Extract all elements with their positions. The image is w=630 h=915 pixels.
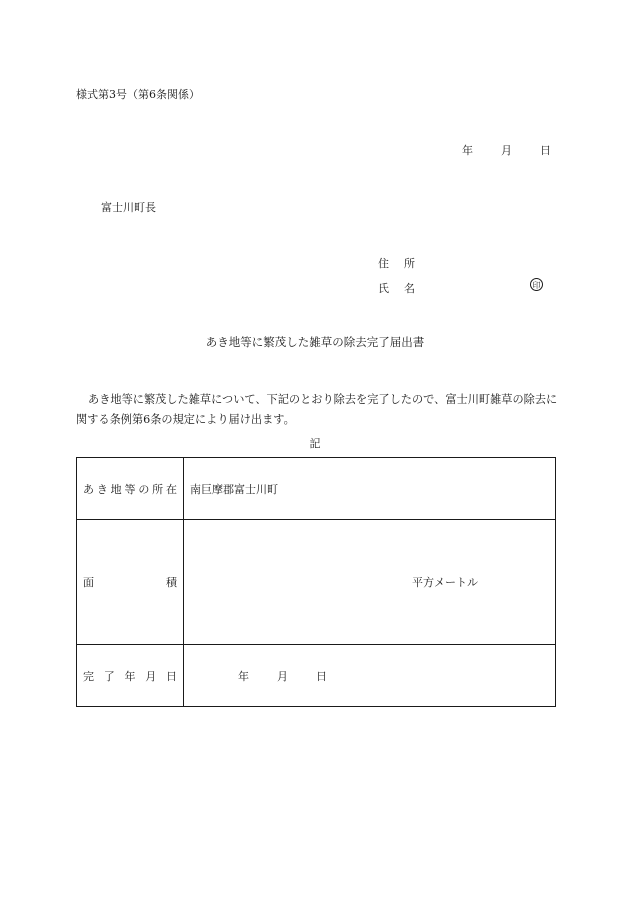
- done-day: 日: [316, 669, 327, 683]
- label-char: 月: [145, 669, 157, 683]
- label-char: 所: [152, 482, 164, 496]
- date-year: 年: [462, 144, 473, 157]
- date-month: 月: [501, 144, 512, 157]
- label-char: 年: [124, 669, 136, 683]
- submission-date: [462, 142, 551, 158]
- recipient: 富士川町長: [101, 201, 156, 214]
- address-label: 住 所: [378, 257, 417, 270]
- done-year: 年: [238, 669, 249, 683]
- table-row: [77, 458, 556, 520]
- area-unit: 平方メートル: [412, 576, 478, 589]
- label-char: 積: [166, 576, 177, 589]
- table-row: [77, 645, 556, 707]
- label-char: 完: [83, 669, 94, 683]
- area-label: [77, 520, 184, 645]
- done-month: 月: [277, 669, 288, 683]
- ki-heading: 記: [309, 437, 321, 450]
- date-day: 日: [540, 144, 551, 157]
- label-char: あ: [83, 482, 94, 496]
- completion-date-value[interactable]: [184, 645, 556, 707]
- completion-date-label: [77, 645, 184, 707]
- label-char: き: [96, 482, 108, 496]
- table-row: [77, 520, 556, 645]
- label-char: 了: [103, 669, 115, 683]
- form-number: 様式第3号（第6条関係）: [76, 88, 200, 101]
- location-value[interactable]: 南巨摩郡富士川町: [184, 458, 556, 520]
- details-table: [76, 457, 556, 707]
- label-char: 在: [165, 482, 177, 496]
- label-char: の: [138, 482, 150, 496]
- document-title: あき地等に繁茂した雑草の除去完了届出書: [205, 335, 425, 349]
- name-label: 氏 名: [378, 282, 417, 295]
- label-char: 等: [124, 482, 136, 496]
- seal-mark: 印: [530, 278, 543, 291]
- label-char: 地: [110, 482, 122, 496]
- location-label: [77, 458, 184, 520]
- label-char: 日: [166, 669, 177, 683]
- body-text: あき地等に繁茂した雑草について、下記のとおり除去を完了したので、富士川町雑草の除去に関する条例第6条の規定により届け出ます。: [76, 393, 558, 426]
- label-char: 面: [83, 576, 94, 589]
- area-value[interactable]: [184, 520, 556, 645]
